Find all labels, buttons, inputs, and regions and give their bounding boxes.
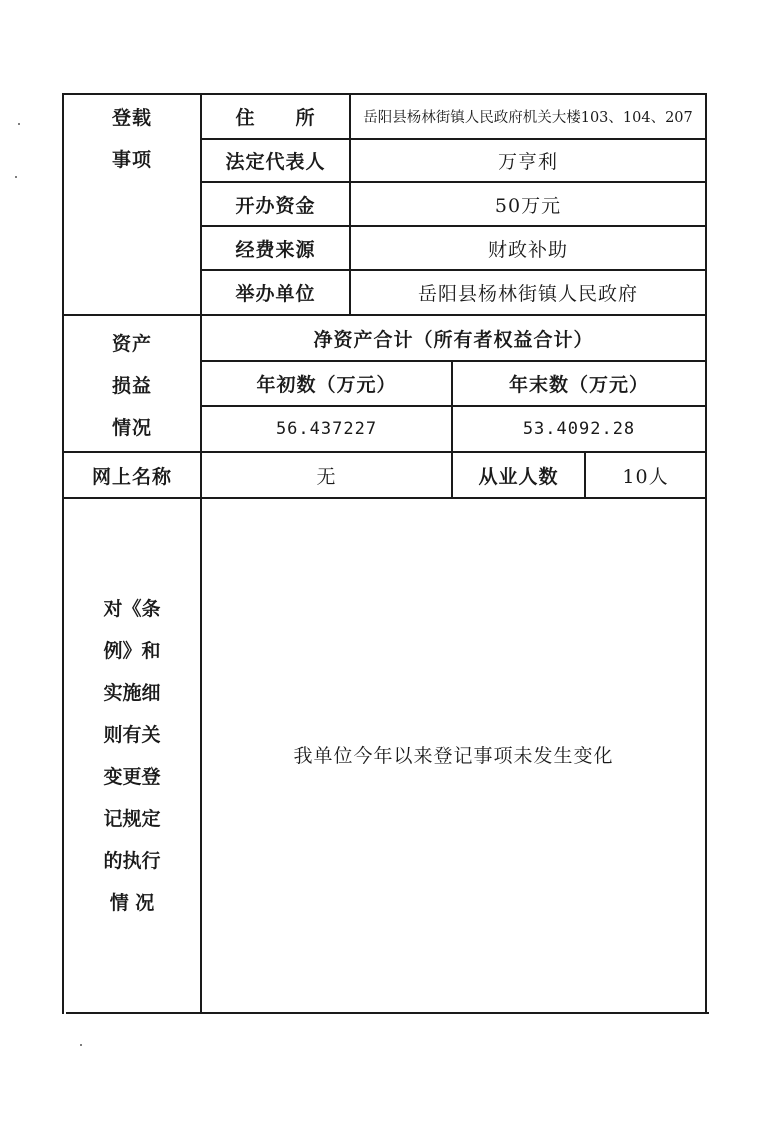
compliance-label-line: 则有关 bbox=[103, 724, 161, 746]
year-start-header: 年初数（万元） bbox=[256, 374, 397, 396]
capital-label: 开办资金 bbox=[235, 194, 316, 217]
registration-section-label-2: 事项 bbox=[111, 148, 152, 171]
registration-section-label: 登载 bbox=[111, 106, 152, 129]
compliance-content: 我单位今年以来登记事项未发生变化 bbox=[293, 744, 614, 767]
compliance-label-line: 变更登 bbox=[103, 766, 161, 788]
online-name-label: 网上名称 bbox=[91, 465, 172, 488]
compliance-label-line: 例》和 bbox=[103, 640, 161, 662]
address-label: 住 所 bbox=[235, 107, 316, 129]
funding-source-label: 经费来源 bbox=[235, 238, 316, 261]
year-end-value: 53.4092.28 bbox=[522, 419, 636, 439]
scan-speck bbox=[18, 123, 20, 125]
assets-section-label-2: 损益 bbox=[111, 374, 152, 397]
staff-count-label: 从业人数 bbox=[478, 465, 559, 488]
assets-section-label: 资产 bbox=[111, 332, 152, 355]
online-name-value: 无 bbox=[316, 465, 337, 488]
year-start-value: 56.437227 bbox=[275, 419, 378, 439]
funding-source-value: 财政补助 bbox=[487, 238, 568, 261]
scan-speck bbox=[80, 1044, 82, 1046]
compliance-label-line: 情 况 bbox=[109, 892, 155, 914]
sponsor-unit-label: 举办单位 bbox=[235, 283, 316, 305]
compliance-label-line: 记规定 bbox=[103, 808, 161, 830]
staff-count-value: 10人 bbox=[622, 465, 669, 488]
compliance-label-line: 的执行 bbox=[103, 850, 161, 872]
table-border-bottom bbox=[66, 1012, 709, 1014]
section-divider bbox=[62, 497, 707, 499]
table-border-right bbox=[705, 93, 707, 1014]
capital-value: 50万元 bbox=[494, 194, 562, 217]
year-end-header: 年末数（万元） bbox=[508, 374, 649, 396]
assets-section-label-3: 情况 bbox=[111, 416, 152, 439]
net-assets-header: 净资产合计（所有者权益合计） bbox=[313, 328, 594, 351]
legal-representative-label: 法定代表人 bbox=[225, 151, 326, 173]
compliance-label-line: 实施细 bbox=[103, 682, 161, 704]
scan-speck bbox=[15, 176, 17, 178]
compliance-section-label bbox=[64, 588, 200, 924]
legal-representative-value: 万亨利 bbox=[497, 151, 558, 173]
address-value: 岳阳县杨林街镇人民政府机关大楼103、104、207 bbox=[363, 110, 693, 126]
compliance-label-line: 对《条 bbox=[103, 598, 161, 620]
sponsor-unit-value: 岳阳县杨林街镇人民政府 bbox=[417, 283, 638, 305]
